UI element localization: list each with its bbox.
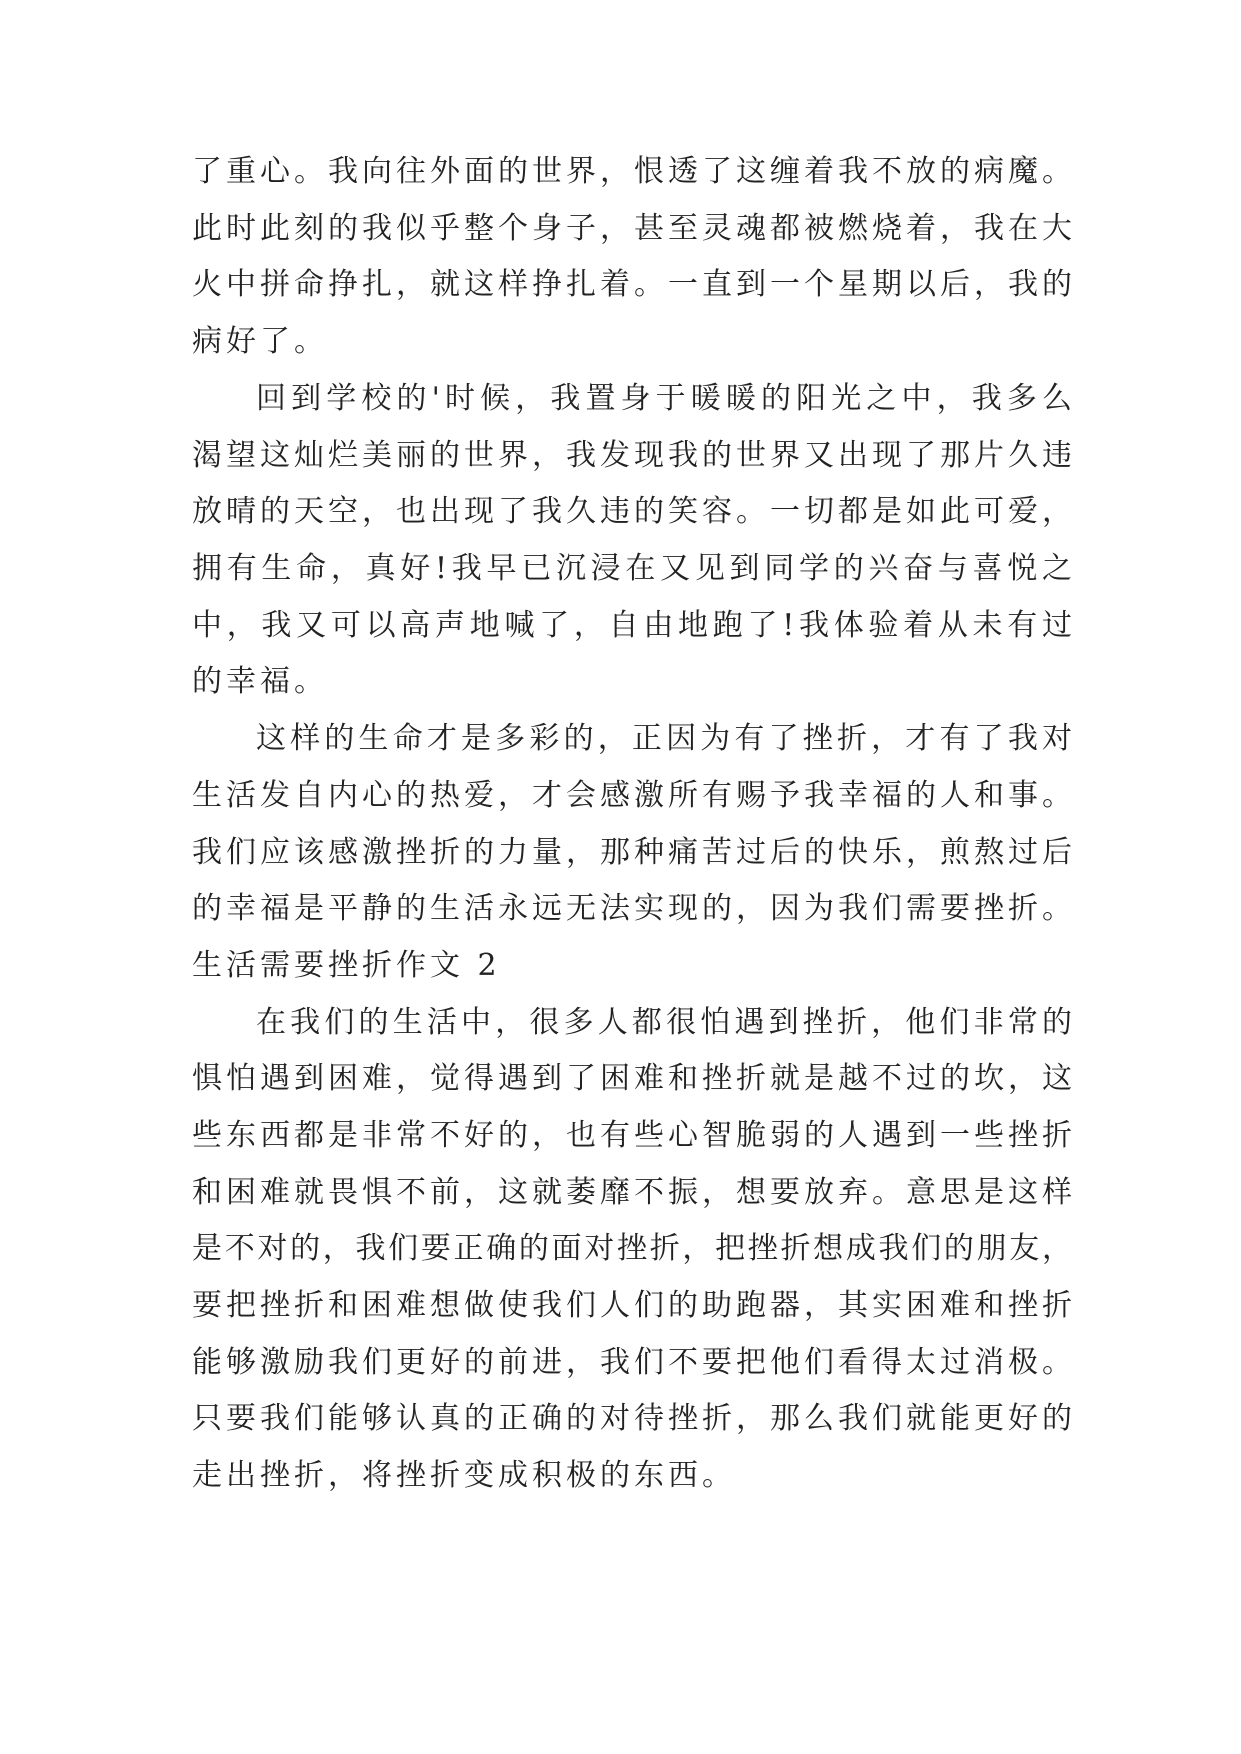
text-line: 生活发自内心的热爱，才会感激所有赐予我幸福的人和事。 bbox=[192, 778, 1072, 813]
text-line: 惧怕遇到困难，觉得遇到了困难和挫折就是越不过的坎，这 bbox=[192, 1061, 1072, 1096]
text-line: 渴望这灿烂美丽的世界，我发现我的世界又出现了那片久违 bbox=[192, 438, 1072, 473]
text-line: 只要我们能够认真的正确的对待挫折，那么我们就能更好的 bbox=[192, 1401, 1072, 1436]
text-line: 走出挫折，将挫折变成积极的东西。 bbox=[192, 1458, 736, 1493]
text-line: 病好了。 bbox=[192, 324, 328, 359]
text-line: 此时此刻的我似乎整个身子，甚至灵魂都被燃烧着，我在大 bbox=[192, 211, 1072, 246]
text-line: 要把挫折和困难想做使我们人们的助跑器，其实困难和挫折 bbox=[192, 1288, 1072, 1323]
text-line: 的幸福。 bbox=[192, 664, 328, 699]
text-line: 是不对的，我们要正确的面对挫折，把挫折想成我们的朋友， bbox=[192, 1231, 1072, 1266]
text-line: 火中拼命挣扎，就这样挣扎着。一直到一个星期以后，我的 bbox=[192, 267, 1072, 302]
text-line: 回到学校的'时候，我置身于暖暖的阳光之中，我多么 bbox=[256, 381, 1072, 416]
text-line: 这样的生命才是多彩的，正因为有了挫折，才有了我对 bbox=[256, 721, 1072, 756]
section-heading: 生活需要挫折作文 2 bbox=[192, 948, 501, 983]
text-line: 中，我又可以高声地喊了，自由地跑了!我体验着从未有过 bbox=[192, 608, 1072, 643]
text-line: 在我们的生活中，很多人都很怕遇到挫折，他们非常的 bbox=[256, 1005, 1072, 1040]
text-line: 能够激励我们更好的前进，我们不要把他们看得太过消极。 bbox=[192, 1345, 1072, 1380]
text-line: 了重心。我向往外面的世界，恨透了这缠着我不放的病魔。 bbox=[192, 154, 1072, 189]
text-line: 些东西都是非常不好的，也有些心智脆弱的人遇到一些挫折 bbox=[192, 1118, 1072, 1153]
text-line: 的幸福是平静的生活永远无法实现的，因为我们需要挫折。 bbox=[192, 891, 1072, 926]
text-line: 放晴的天空，也出现了我久违的笑容。一切都是如此可爱， bbox=[192, 494, 1072, 529]
text-line: 我们应该感激挫折的力量，那种痛苦过后的快乐，煎熬过后 bbox=[192, 835, 1072, 870]
text-line: 和困难就畏惧不前，这就萎靡不振，想要放弃。意思是这样 bbox=[192, 1175, 1072, 1210]
text-line: 拥有生命，真好!我早已沉浸在又见到同学的兴奋与喜悦之 bbox=[192, 551, 1072, 586]
